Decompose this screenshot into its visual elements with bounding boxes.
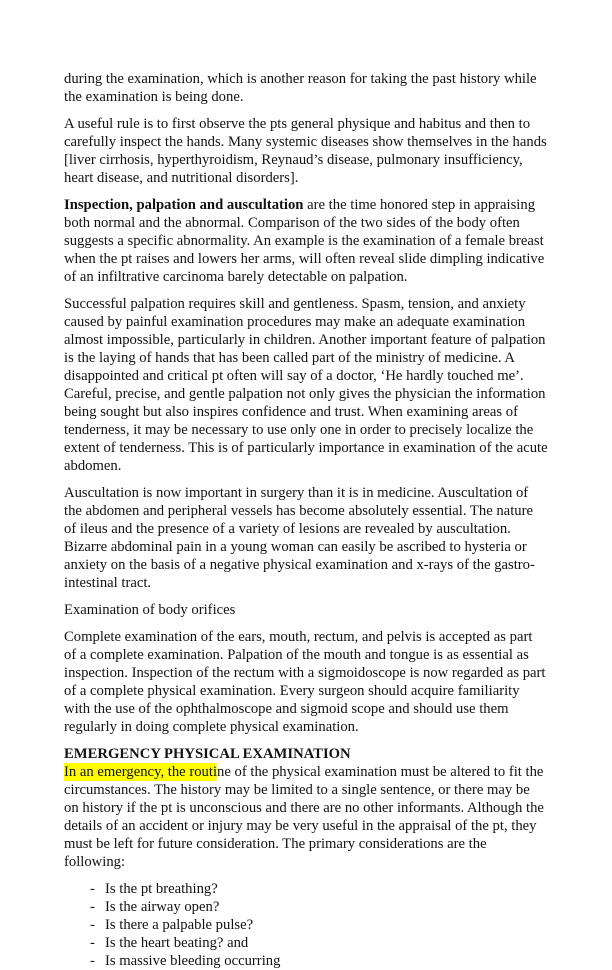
inspection-paragraph-text: are the time honored step in appraising both normal and the abnormal. Comparison of the two sides of the body often suggests a specific abnormality. An example is the examination of a female breast when the pt raises and lowers her arms, will often reveal slide dimpling indicative of an infiltrative carcinoma barely detectable on palpation. — [64, 197, 545, 285]
list-item-label: Is the pt breathing? — [105, 881, 218, 897]
highlighted-text: In an emergency, the routi — [64, 764, 218, 780]
list-item — [64, 952, 548, 970]
list-item — [64, 898, 548, 916]
list-item — [64, 916, 548, 934]
list-item-label: Is the airway open? — [105, 899, 220, 915]
list-item-label: Is the heart beating? and — [105, 935, 249, 951]
list-item-label: Is there a palpable pulse? — [105, 917, 254, 933]
primary-considerations-list — [64, 880, 548, 970]
dash-bullet: - — [90, 953, 95, 969]
paragraph-inspection-palpation — [64, 196, 548, 286]
inspection-bold-leadin: Inspection, palpation and auscultation — [64, 197, 304, 213]
paragraph-auscultation: Auscultation is now important in surgery than it is in medicine. Auscultation of the abdomen and peripheral vessels has become absolutely essential. The nature of ileus and the presence of a variety of lesions are revealed by auscultation. Bizarre abdominal pain in a young woman can easily be ascribed to hysteria or anxiety on the basis of a negative physical examination and x-rays of the gastro-intestinal tract. — [64, 485, 535, 591]
dash-bullet: - — [90, 899, 95, 915]
emergency-paragraph-text: ne of the physical examination must be altered to fit the circumstances. The history may be limited to a single sentence, or there may be on history if the pt is unconscious and there are no other informants. Although the details of an accident or injury may be very useful in the appraisal of the pt, they must be left for future consideration. The primary considerations are the following: — [64, 764, 544, 870]
dash-bullet: - — [90, 935, 95, 951]
list-item — [64, 880, 548, 898]
paragraph-during-examination: during the examination, which is another reason for taking the past history while the examination is being done. — [64, 71, 537, 105]
paragraph-useful-rule: A useful rule is to first observe the pts general physique and habitus and then to carefully inspect the hands. Many systemic diseases show themselves in the hands [liver cirrhosis, hyperthyroidism, Reynaud’s disease, pulmonary insufficiency, heart disease, and nutritional disorders]. — [64, 116, 547, 186]
dash-bullet: - — [90, 917, 95, 933]
emergency-section-heading: EMERGENCY PHYSICAL EXAMINATION — [64, 746, 351, 762]
document-body — [64, 70, 548, 970]
list-item-label: Is massive bleeding occurring — [105, 953, 281, 969]
paragraph-successful-palpation: Successful palpation requires skill and gentleness. Spasm, tension, and anxiety caused by painful examination procedures may make an adequate examination almost impossible, particularly in children. Another important feature of palpation is the laying of hands that has been called part of the ministry of medicine. A disappointed and critical pt often will say of a doctor, ‘He hardly touched me’. Careful, precise, and gentle palpation not only gives the physician the information being sought but also inspires confidence and trust. When examining areas of tenderness, it may be necessary to use only one in order to precisely localize the extent of tenderness. This is of particularly importance in examination of the acute abdomen. — [64, 296, 548, 474]
paragraph-body-orifices: Examination of body orifices — [64, 602, 236, 618]
dash-bullet: - — [90, 881, 95, 897]
paragraph-complete-examination: Complete examination of the ears, mouth, rectum, and pelvis is accepted as part of a complete examination. Palpation of the mouth and tongue is as essential as inspection. Inspection of the rectum with a sigmoidoscope is now regarded as part of a complete physical examination. Every surgeon should acquire familiarity with the use of the ophthalmoscope and sigmoid scope and should use them regularly in doing complete physical examination. — [64, 629, 546, 735]
paragraph-emergency — [64, 763, 548, 871]
list-item — [64, 934, 548, 952]
